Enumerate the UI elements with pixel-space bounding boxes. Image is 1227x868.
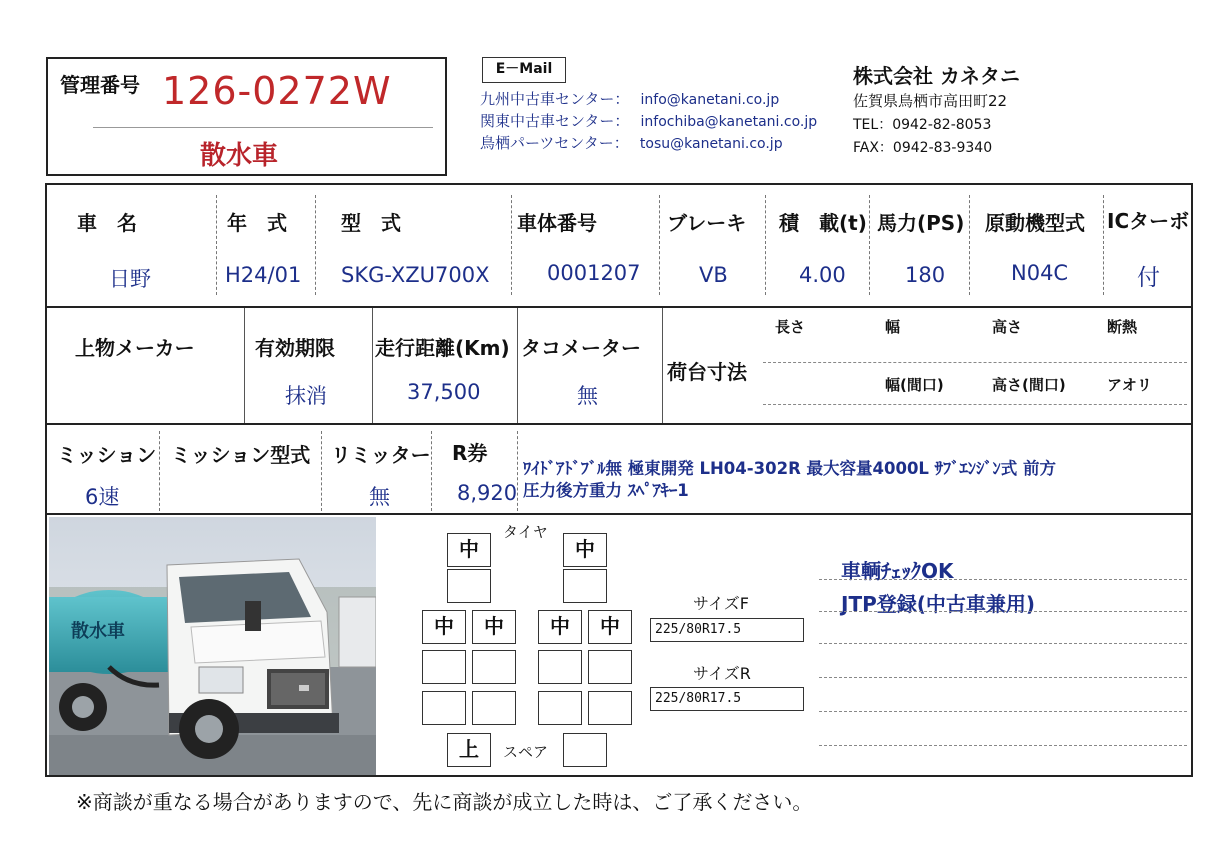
dim-length: 長さ — [775, 318, 806, 336]
company-address: 佐賀県鳥栖市高田町22 — [853, 92, 1008, 110]
value-model: SKG-XZU700X — [341, 263, 490, 287]
contact-email[interactable]: tosu@kanetani.co.jp — [639, 136, 783, 152]
dim-height-opening: 高さ(間口) — [992, 376, 1066, 394]
value-mileage: 37,500 — [407, 380, 481, 404]
value-r-ticket: 8,920 — [457, 481, 518, 505]
divider — [93, 127, 433, 128]
spec-row-1 — [45, 183, 1193, 308]
management-number-label: 管理番号 — [60, 73, 140, 97]
notes-line-2: 圧力後方重力 ｽﾍﾟｱｷｰ1 — [523, 481, 689, 500]
value-ic-turbo: 付 — [1137, 265, 1160, 291]
tire-rear-empty — [538, 691, 582, 725]
spec-row-2 — [45, 306, 1193, 425]
tire-front-left-empty — [447, 569, 491, 603]
header-transmission-model: ミッション型式 — [171, 443, 311, 467]
value-year: H24/01 — [225, 263, 302, 287]
value-brake: VB — [699, 263, 728, 287]
header-expiry: 有効期限 — [255, 336, 335, 360]
tire-spare-empty — [563, 733, 607, 767]
cargo-dimensions-label: 荷台寸法 — [667, 360, 747, 384]
remark-1: 車輌ﾁｪｯｸOK — [841, 559, 954, 583]
tire-rear-empty — [472, 691, 516, 725]
management-number: 126-0272W — [162, 69, 392, 113]
notes-line-1: ﾜｲﾄﾞｱﾄﾞﾌﾞﾙ無 極東開発 LH04-302R 最大容量4000L ｻﾌﾞｴﾝｼﾞﾝ式 前方 — [523, 459, 1056, 478]
header-brake: ブレーキ — [667, 211, 747, 235]
value-transmission: 6速 — [85, 485, 120, 509]
header-horsepower: 馬力(PS) — [877, 211, 965, 235]
tire-rear-3: 中 — [538, 610, 582, 644]
header-body-maker: 上物メーカー — [75, 336, 195, 360]
dim-width-opening: 幅(間口) — [885, 376, 944, 394]
tire-front-right: 中 — [563, 533, 607, 567]
company-name: 株式会社 カネタニ — [853, 64, 1020, 88]
contact-list — [480, 88, 817, 154]
value-engine-model: N04C — [1011, 261, 1069, 285]
size-f-value: 225/80R17.5 — [650, 618, 804, 642]
remark-2: JTP登録(中古車兼用) — [841, 592, 1036, 616]
footer-note: ※商談が重なる場合がありますので、先に商談が成立した時は、ご了承ください。 — [76, 790, 813, 814]
company-tel: TEL：0942-82-8053 — [853, 117, 992, 133]
tire-rear-empty — [422, 650, 466, 684]
company-fax: FAX：0942-83-9340 — [853, 140, 993, 156]
header-engine-model: 原動機型式 — [985, 211, 1085, 235]
header-car-name: 車 名 — [77, 211, 137, 235]
email-badge: E－Mail — [482, 57, 566, 83]
header-year: 年 式 — [227, 211, 287, 235]
header-r-ticket: R券 — [452, 441, 488, 465]
contact-center: 鳥栖パーツセンター： — [480, 134, 629, 152]
management-box — [46, 57, 447, 176]
contact-email[interactable]: infochiba@kanetani.co.jp — [640, 114, 818, 130]
header-mileage: 走行距離(Km) — [375, 336, 510, 360]
tire-rear-empty — [422, 691, 466, 725]
vehicle-type: 散水車 — [200, 141, 279, 171]
dim-height: 高さ — [992, 318, 1023, 336]
value-chassis-no: 0001207 — [547, 261, 641, 285]
tire-rear-empty — [588, 691, 632, 725]
dim-insulation: 断熱 — [1107, 318, 1138, 336]
contact-center: 九州中古車センター： — [480, 90, 630, 108]
size-f-label: サイズF — [693, 594, 749, 613]
header-limiter: リミッター — [331, 443, 431, 467]
header-transmission: ミッション — [57, 443, 157, 467]
dim-side-gate: アオリ — [1107, 376, 1152, 394]
size-r-label: サイズR — [693, 664, 751, 683]
header-ic-turbo: ICターボ — [1107, 209, 1190, 233]
size-r-value: 225/80R17.5 — [650, 687, 804, 711]
tire-rear-empty — [538, 650, 582, 684]
tire-rear-2: 中 — [472, 610, 516, 644]
tire-label: タイヤ — [503, 523, 548, 541]
header-load: 積 載(t) — [779, 211, 867, 235]
header-tachometer: タコメーター — [521, 336, 641, 360]
contact-email[interactable]: info@kanetani.co.jp — [640, 92, 780, 108]
tank-text: 散水車 — [71, 621, 125, 642]
value-expiry: 抹消 — [285, 384, 327, 408]
vehicle-photo — [49, 517, 376, 775]
spare-label: スペア — [503, 743, 549, 761]
spec-row-3 — [45, 423, 1193, 515]
tire-spare: 上 — [447, 733, 491, 767]
tire-rear-4: 中 — [588, 610, 632, 644]
tire-front-right-empty — [563, 569, 607, 603]
value-tachometer: 無 — [577, 384, 598, 408]
value-car-name: 日野 — [109, 267, 151, 291]
value-limiter: 無 — [369, 485, 390, 509]
dim-width: 幅 — [885, 318, 901, 336]
tire-front-left: 中 — [447, 533, 491, 567]
header-chassis-no: 車体番号 — [517, 211, 597, 235]
company-info — [853, 60, 1020, 160]
tire-rear-empty — [472, 650, 516, 684]
contact-center: 関東中古車センター： — [480, 112, 630, 130]
tire-rear-1: 中 — [422, 610, 466, 644]
tire-rear-empty — [588, 650, 632, 684]
bottom-section — [45, 513, 1193, 777]
value-load: 4.00 — [799, 263, 846, 287]
header-model: 型 式 — [341, 211, 401, 235]
value-horsepower: 180 — [905, 263, 946, 287]
